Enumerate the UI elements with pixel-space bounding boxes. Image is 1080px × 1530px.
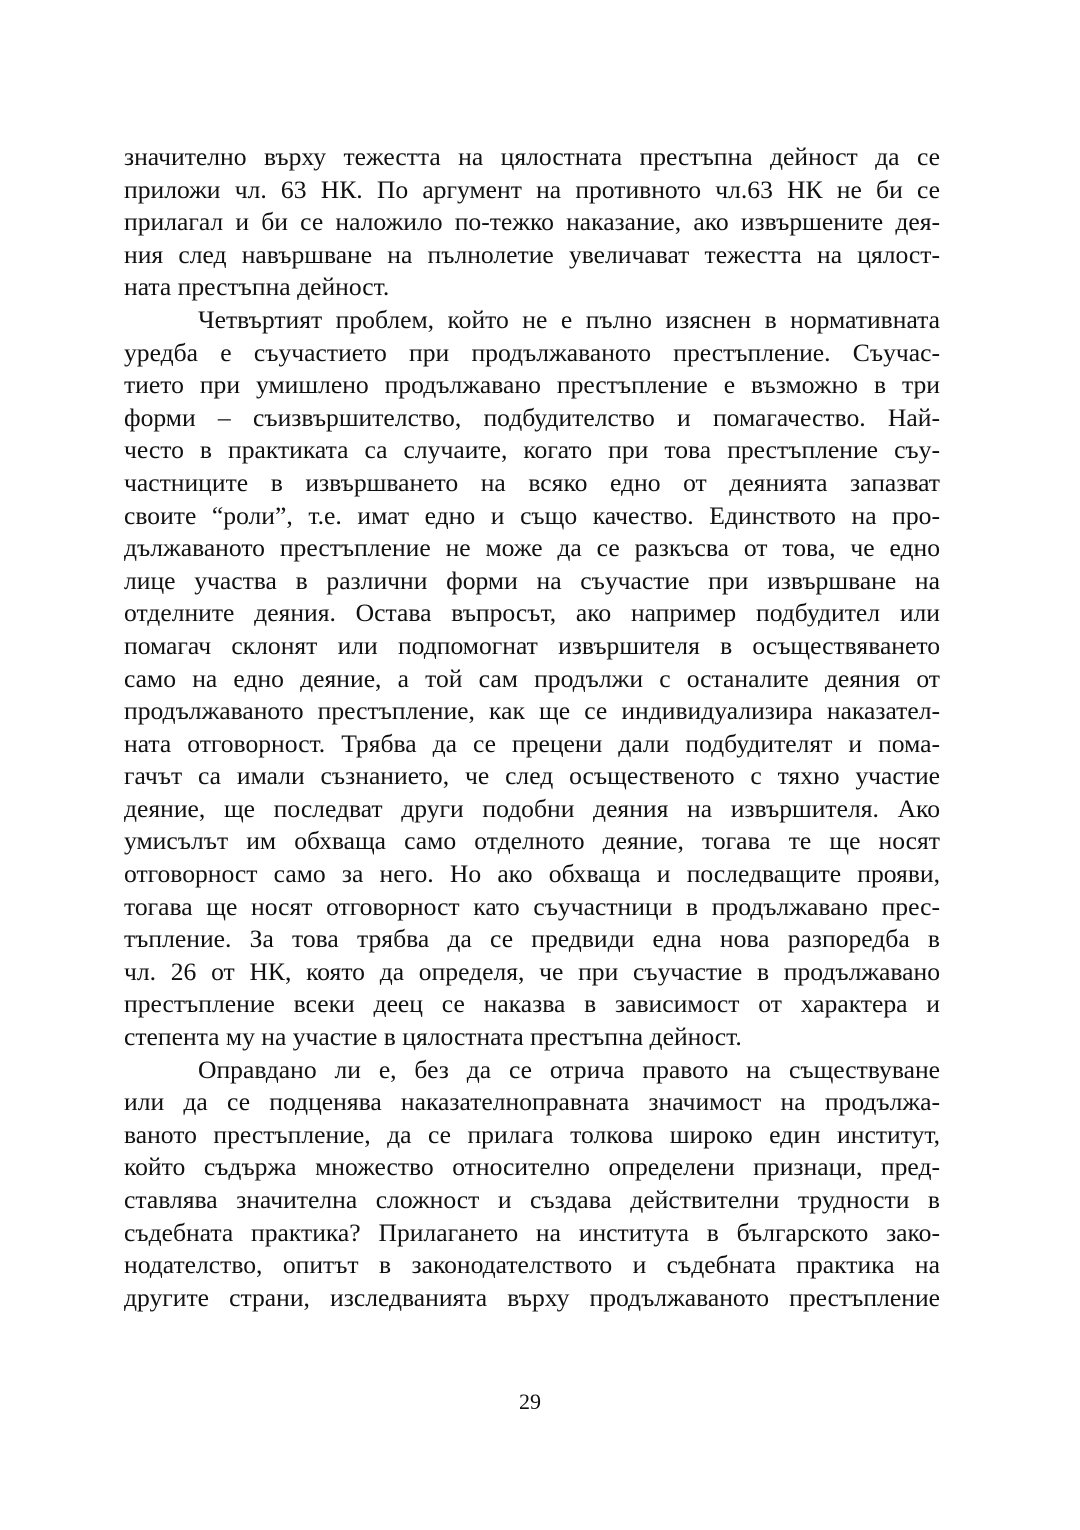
text-line: отговорност само за него. Но ако обхваща и последващите прояви,: [124, 859, 940, 889]
text-line: тието при умишлено продължавано престъпление е възможно в три: [124, 370, 940, 400]
paragraph: [124, 141, 940, 304]
paragraph: [124, 304, 940, 1054]
text-line: помагач склонят или подпомогнат извършителя в осъществяването: [124, 630, 940, 660]
text-line: уредба е съучастието при продължаваното престъпление. Съучас-: [124, 337, 940, 367]
text-line: Четвъртият проблем, който не е пълно изяснен в нормативната: [198, 304, 940, 334]
text-line: приложи чл. 63 НК. По аргумент на противното чл.63 НК не би се: [124, 174, 940, 204]
text-line: нодателство, опитът в законодателството и съдебната практика на: [124, 1250, 940, 1280]
text-line: умисълът им обхваща само отделното деяние, тогава те ще носят: [124, 826, 940, 856]
text-line: другите страни, изследванията върху продължаваното престъпление: [124, 1282, 940, 1312]
page-number: 29: [519, 1389, 541, 1414]
text-line: ставлява значителна сложност и създава действителни трудности в: [124, 1185, 940, 1214]
text-line: своите “роли”, т.е. имат едно и също качество. Единството на про-: [124, 500, 940, 530]
text-line: частниците в извършването на всяко едно от деянията запазват: [124, 467, 940, 497]
text-line: чл. 26 от НК, която да определя, че при съучастие в продължавано: [124, 956, 940, 986]
text-line: съдебната практика? Прилагането на института в българското зако-: [124, 1217, 940, 1247]
page-body: [124, 141, 940, 1314]
text-line: тъпление. За това трябва да се предвиди една нова разпоредба в: [124, 924, 940, 954]
paragraph: [124, 1054, 940, 1315]
text-line: степента му на участие в цялостната престъпна дейност.: [124, 1022, 742, 1052]
text-line: престъпление всеки деец се наказва в зависимост от характера и: [124, 989, 940, 1019]
text-line: гачът са имали съзнанието, че след осъщественото с тяхно участие: [124, 761, 940, 791]
text-line: отделните деяния. Остава въпросът, ако например подбудител или: [124, 598, 940, 628]
text-line: Оправдано ли е, без да се отрича правото на съществуване: [198, 1054, 940, 1084]
text-line: прилагал и би се наложило по-тежко наказание, ако извършените дея-: [124, 207, 940, 237]
text-line: или да се подценява наказателноправната значимост на продължа-: [124, 1087, 940, 1117]
text-line: ваното престъпление, да се прилага толкова широко един институт,: [124, 1119, 940, 1149]
text-line: деяние, ще последват други подобни деяния на извършителя. Ако: [124, 793, 940, 823]
text-line: значително върху тежестта на цялостната престъпна дейност да се: [124, 142, 940, 171]
text-line: тогава ще носят отговорност като съучастници в продължавано прес-: [124, 891, 940, 921]
text-line: ната престъпна дейност.: [124, 272, 390, 302]
text-line: форми – съизвършителство, подбудителство и помагачество. Най-: [124, 402, 940, 432]
text-line: ния след навършване на пълнолетие увеличават тежестта на цялост-: [124, 239, 940, 269]
text-line: дължаваното престъпление не може да се разкъсва от това, че едно: [124, 533, 940, 563]
text-line: само на едно деяние, а той сам продължи с останалите деяния от: [124, 663, 940, 693]
text-line: лице участва в различни форми на съучастие при извършване на: [124, 565, 940, 595]
text-line: често в практиката са случаите, когато при това престъпление съу-: [124, 435, 940, 465]
text-line: ната отговорност. Трябва да се прецени дали подбудителят и пома-: [124, 728, 940, 758]
text-line: който съдържа множество относително определени признаци, пред-: [124, 1152, 940, 1182]
text-line: продължаваното престъпление, как ще се индивидуализира наказател-: [124, 696, 940, 726]
